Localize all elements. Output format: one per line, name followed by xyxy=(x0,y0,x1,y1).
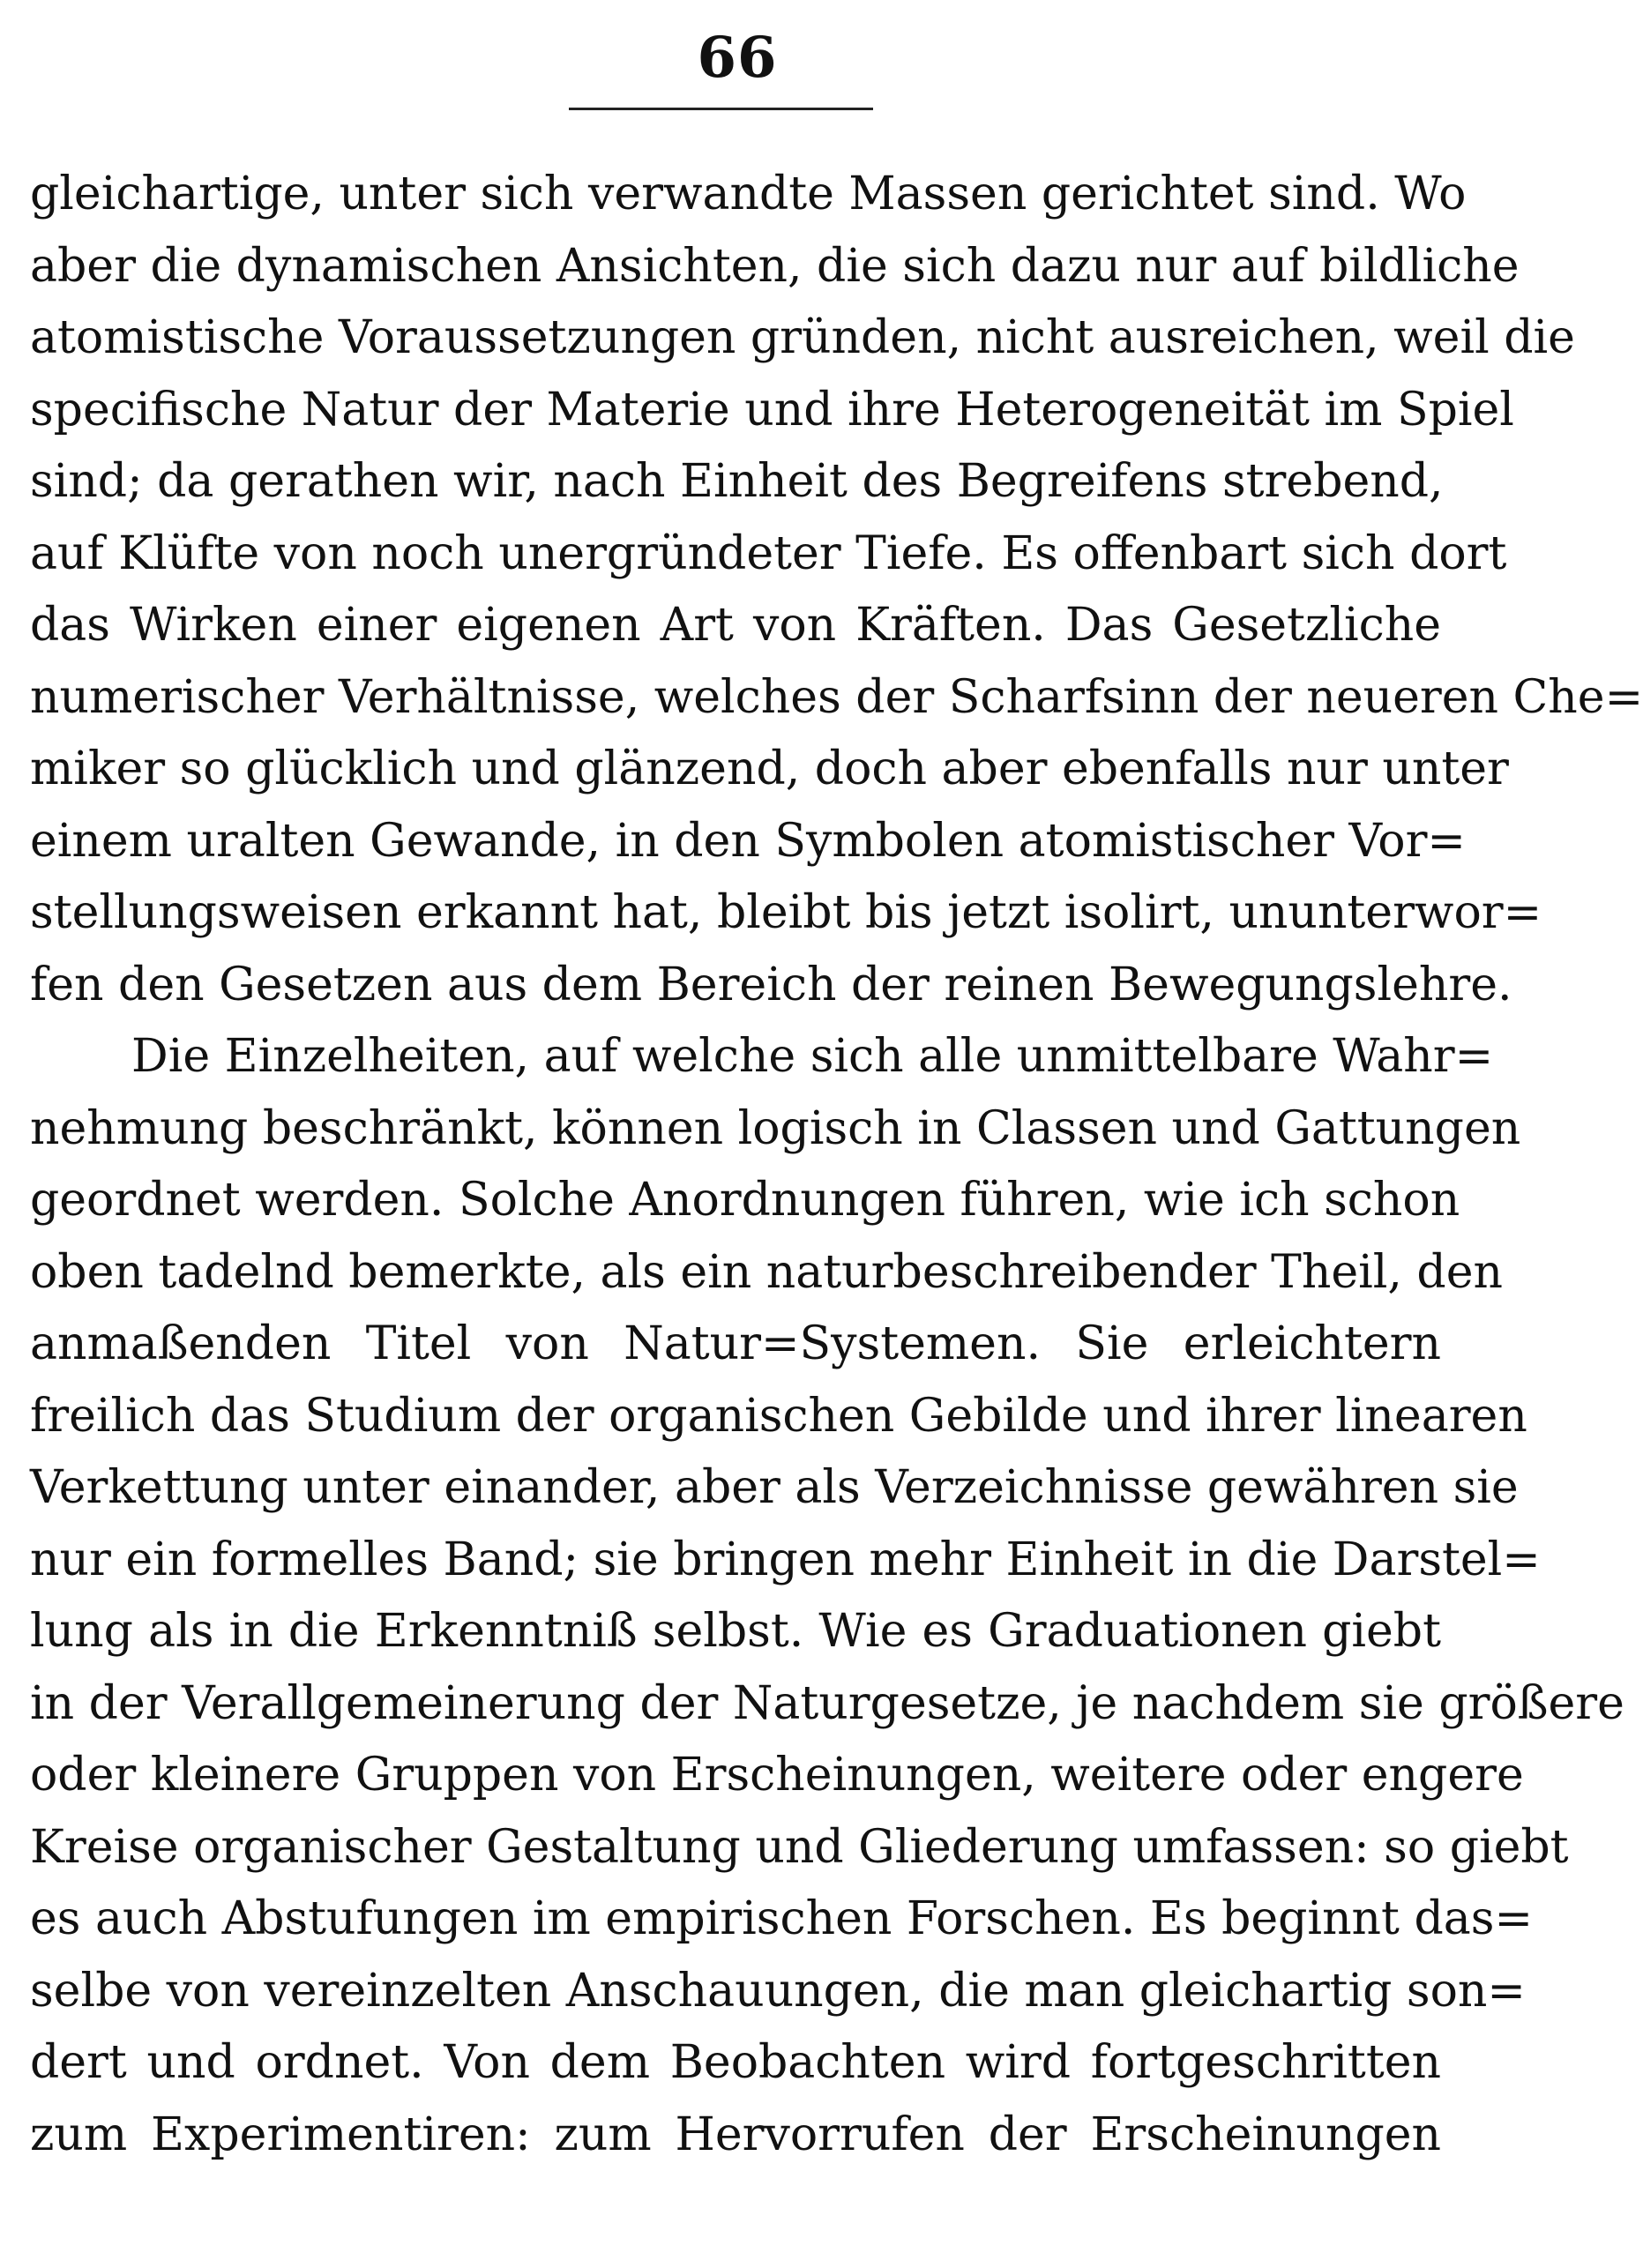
text-line: Kreise organischer Gestaltung und Gliederung umfassen: so giebt xyxy=(30,1820,1569,1874)
text-line: das Wirken einer eigenen Art von Kräften. Das Gesetzliche xyxy=(30,599,1441,652)
text-line: gleichartige, unter sich verwandte Massen gerichtet sind. Wo xyxy=(30,168,1467,220)
text-line: es auch Abstufungen im empirischen Forschen. Es beginnt das= xyxy=(30,1892,1534,1945)
text-line: nehmung beschränkt, können logisch in Classen und Gattungen xyxy=(30,1101,1521,1155)
text-line: atomistische Voraussetzungen gründen, nicht ausreichen, weil die xyxy=(30,311,1575,364)
text-line: selbe von vereinzelten Anschauungen, die man gleichartig son= xyxy=(30,1964,1526,2018)
text-line: geordnet werden. Solche Anordnungen führen, wie ich schon xyxy=(30,1174,1460,1227)
paragraph-first-line: Die Einzelheiten, auf welche sich alle unmittelbare Wahr= xyxy=(131,1030,1494,1083)
text-line: specifische Natur der Materie und ihre Heterogeneität im Spiel xyxy=(30,383,1514,436)
text-line: einem uralten Gewande, in den Symbolen atomistischer Vor= xyxy=(30,814,1466,868)
text-line: oder kleinere Gruppen von Erscheinungen, weitere oder engere xyxy=(30,1749,1524,1802)
text-line: dert und ordnet. Von dem Beobachten wird fortgeschritten xyxy=(30,2036,1441,2089)
text-line: lung als in die Erkenntniß selbst. Wie es Graduationen giebt xyxy=(30,1605,1441,1658)
text-line: numerischer Verhältnisse, welches der Scharfsinn der neueren Che= xyxy=(30,670,1643,724)
text-line: zum Experimentiren: zum Hervorrufen der Erscheinungen xyxy=(30,2108,1441,2161)
text-line: fen den Gesetzen aus dem Bereich der reinen Bewegungslehre. xyxy=(30,958,1512,1011)
text-line: aber die dynamischen Ansichten, die sich dazu nur auf bildliche xyxy=(30,239,1520,293)
text-line: freilich das Studium der organischen Gebilde und ihrer linearen xyxy=(30,1389,1527,1443)
text-line: in der Verallgemeinerung der Naturgesetze, je nachdem sie größere xyxy=(30,1676,1624,1730)
text-line: miker so glücklich und glänzend, doch aber ebenfalls nur unter xyxy=(30,742,1509,795)
text-line: nur ein formelles Band; sie bringen mehr Einheit in die Darstel= xyxy=(30,1533,1541,1586)
header-rule xyxy=(569,108,873,110)
text-line: sind; da gerathen wir, nach Einheit des Begreifens strebend, xyxy=(30,455,1444,508)
body-text xyxy=(30,159,1643,2171)
text-line: Verkettung unter einander, aber als Verzeichnisse gewähren sie xyxy=(30,1461,1519,1514)
text-line: anmaßenden Titel von Natur=Systemen. Sie erleichtern xyxy=(30,1317,1441,1370)
text-line: oben tadelnd bemerkte, als ein naturbeschreibender Theil, den xyxy=(30,1245,1503,1299)
page-number: 66 xyxy=(697,25,778,91)
text-line: stellungsweisen erkannt hat, bleibt bis jetzt isolirt, ununterwor= xyxy=(30,886,1542,939)
text-line: auf Klüfte von noch unergründeter Tiefe. Es offenbart sich dort xyxy=(30,526,1507,580)
